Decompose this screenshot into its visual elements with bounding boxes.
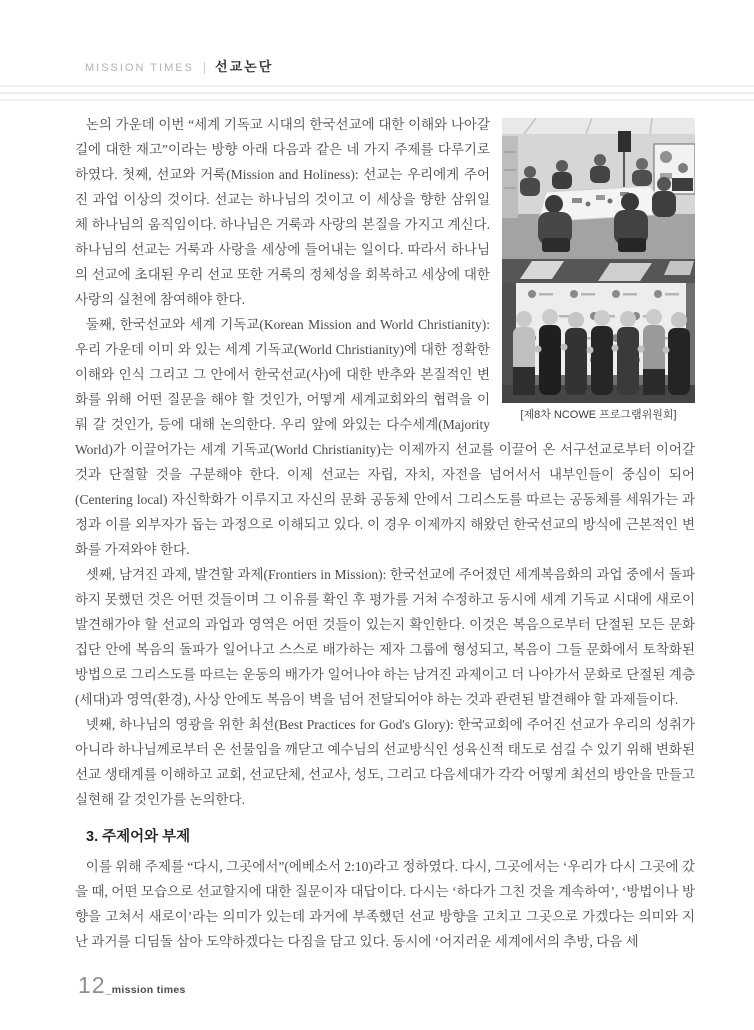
group-photo [502,259,695,403]
meeting-photo-illustration [502,118,695,259]
body-paragraph: 셋째, 남겨진 과제, 발견할 과제(Frontiers in Mission): 한국선교에 주어졌던 세계복음화의 과업 중에서 돌파하지 못했던 것은 어떤 것들이며 그 이유를 확인 후 평가를 거쳐 수정하고 동시에 세계 기독교 시대에 새로이 발견해가야 할 선교의 과업과 영역은 어떤 것들이 있는지 확인한다. 이것은 복음으로부터 단절된 모든 문화 집단 안에 복음의 돌파가 일어나고 스스로 배가하는 제자 그룹에 형성되고, 복음이 그들 문화에서 토착화된 방법으로 그리스도를 따르는 운동의 배가가 일어나야 하는 남겨진 과제이고 더 나아가서 문화로 단절된 계층(세대)과 영역(환경), 사상 안에도 복음이 벽을 넘어 전달되어야 하는 것과 관련된 발견해야 할 과제들이다. [75,567,695,707]
body-paragraph: 이를 위해 주제를 “다시, 그곳에서”(에베소서 2:10)라고 정하였다. 다시, 그곳에서는 ‘우리가 다시 그곳에 갔을 때, 어떤 모습으로 선교할지에 대한 질문이자 대답이다. 다시는 ‘하다가 그친 것을 계속하여’, ‘방법이나 방향을 고쳐서 새로이’라는 의미가 있는데 과거에 부족했던 선교 방향을 고치고 그곳으로 가겠다는 의미와 지난 과거를 디딤돌 삼아 도약하겠다는 다짐을 담고 있다. 동시에 ‘어지러운 세계에서의 추방, 다음 세 [75,859,695,949]
photo-caption: [제8차 NCOWE 프로그램위원회] [520,409,677,421]
header-rule [0,85,754,87]
body-paragraph: 둘째, 한국선교와 세계 기독교(Korean Mission and World Christianity): 우리 가운데 이미 와 있는 세계 기독교(World Christianity)에 대한 정확한 이해와 인식 그리고 그 안에서 한국선교(사)에 대한 반추와 본질적인 변화를 위해 어떤 질문을 해야 할 것인가, 어떻게 세계교회와의 협력을 이뤄 갈 것인가, 등에 대해 논의한다. 우리 앞에 와있는 다수세계(Majority World)가 이끌어가는 세계 기독교(World Christianity)는 이제까지 선교를 이끌어 온 서구선교로부터 이어갈 것과 단절할 것을 구분해야 한다. 이제 선교는 자립, 자치, 자전을 넘어서서 내부인들이 중심이 되어(Centering local) 자신학화가 이루지고 자신의 문화 공동체 안에서 그리스도를 따르는 공동체를 세워가는 과정과 이를 외부자가 돕는 과정으로 이해되고 있다. 이 경우 이제까지 해왔던 한국선교의 방식에 근본적인 변화를 가져와야 한다. [75,317,695,557]
group-photo-illustration [502,259,695,403]
body-paragraph: 논의 가운데 이번 “세계 기독교 시대의 한국선교에 대한 이해와 나아갈 길에 대한 재고”이라는 방향 아래 다음과 같은 네 가지 주제를 다루기로 하였다. 첫째, 선교와 거룩(Mission and Holiness): 선교는 우리에게 주어진 과업 이상의 것이다. 선교는 하나님의 것이고 이 세상을 향한 삼위일체 하나님의 움직임이다. 하나님은 거룩과 사랑의 본질을 가지고 계신다. 하나님의 선교는 거룩과 사랑을 세상에 들어내는 일이다. 따라서 하나님의 선교에 초대된 우리 선교 또한 거룩의 정체성을 회복하고 세상에 대한 사랑의 실천에 참여해야 한다. [75,117,490,307]
header-rule [0,92,754,94]
meeting-photo [502,118,695,259]
body-paragraph: 넷째, 하나님의 영광을 위한 최선(Best Practices for God's Glory): 한국교회에 주어진 선교가 우리의 성취가 아니라 하나님께로부터 온 선물임을 깨닫고 예수님의 선교방식인 성육신적 태도로 섬길 수 있기 위해 변화된 선교 생태계를 이해하고 교회, 선교단체, 선교사, 성도, 그리고 다음세대가 각각 어떻게 최선의 방안을 만들고 실현해 갈 것인가를 논의한다. [75,717,695,807]
page-header [85,56,273,75]
header-rule [0,99,754,101]
page-number: 12 [78,972,106,998]
photo-figure [502,118,695,422]
brand-label: MISSION TIMES [85,62,194,74]
article-body [75,112,695,954]
section-label: 선교논단 [215,59,274,74]
header-divider: | [202,60,207,74]
page-number-suffix: _mission times [105,984,186,996]
page-footer [78,972,186,999]
section-heading: 3. 주제어와 부제 [86,829,191,845]
